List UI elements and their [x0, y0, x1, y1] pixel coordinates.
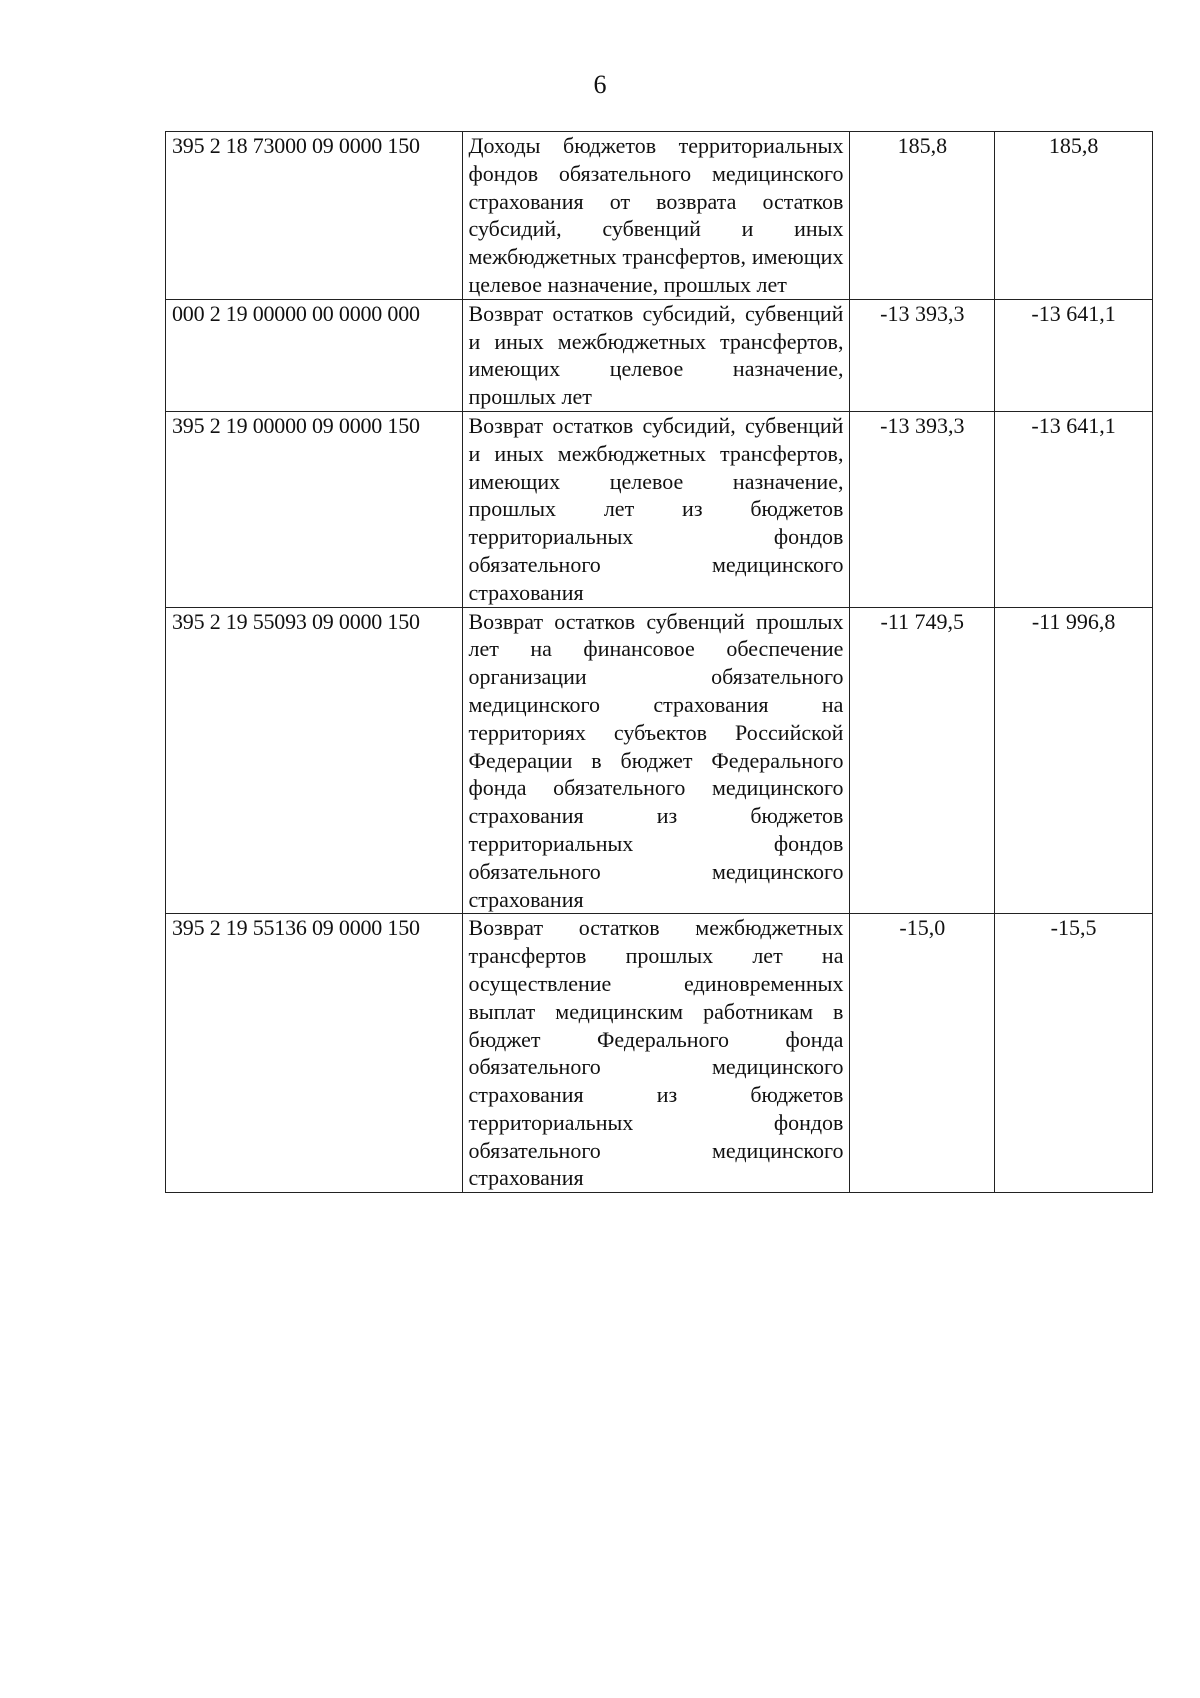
value-2-cell: 185,8 — [995, 132, 1153, 300]
value-1-cell: -15,0 — [850, 914, 995, 1193]
budget-code-cell: 395 2 19 55093 09 0000 150 — [166, 607, 463, 914]
budget-code-cell: 395 2 19 00000 09 0000 150 — [166, 411, 463, 607]
value-1-cell: -11 749,5 — [850, 607, 995, 914]
table-row — [166, 914, 1153, 1193]
page-number: 6 — [593, 70, 607, 99]
table-row — [166, 132, 1153, 300]
table-row — [166, 411, 1153, 607]
description-cell: Возврат остатков субсидий, субвенций и иных межбюджетных трансфертов, имеющих целевое назначение, прошлых лет — [462, 299, 850, 411]
value-1-cell: -13 393,3 — [850, 411, 995, 607]
value-1-cell: 185,8 — [850, 132, 995, 300]
description-cell: Возврат остатков субсидий, субвенций и иных межбюджетных трансфертов, имеющих целевое назначение, прошлых лет из бюджетов территориальных фондов обязательного медицинского страхования — [462, 411, 850, 607]
description-cell: Доходы бюджетов территориальных фондов обязательного медицинского страхования от возврата остатков субсидий, субвенций и иных межбюджетных трансфертов, имеющих целевое назначение, прошлых лет — [462, 132, 850, 300]
value-2-cell: -11 996,8 — [995, 607, 1153, 914]
description-cell: Возврат остатков межбюджетных трансфертов прошлых лет на осуществление единовременных выплат медицинским работникам в бюджет Федерального фонда обязательного медицинского страхования из бюджетов территориальных фондов обязательного медицинского страхования — [462, 914, 850, 1193]
value-2-cell: -13 641,1 — [995, 299, 1153, 411]
budget-table — [165, 131, 1153, 1193]
budget-code-cell: 395 2 19 55136 09 0000 150 — [166, 914, 463, 1193]
description-cell: Возврат остатков субвенций прошлых лет на финансовое обеспечение организации обязательного медицинского страхования на территориях субъектов Российской Федерации в бюджет Федерального фонда обязательного медицинского страхования из бюджетов территориальных фондов обязательного медицинского страхования — [462, 607, 850, 914]
table-row — [166, 607, 1153, 914]
value-2-cell: -15,5 — [995, 914, 1153, 1193]
value-2-cell: -13 641,1 — [995, 411, 1153, 607]
budget-code-cell: 000 2 19 00000 00 0000 000 — [166, 299, 463, 411]
value-1-cell: -13 393,3 — [850, 299, 995, 411]
table-row — [166, 299, 1153, 411]
budget-code-cell: 395 2 18 73000 09 0000 150 — [166, 132, 463, 300]
